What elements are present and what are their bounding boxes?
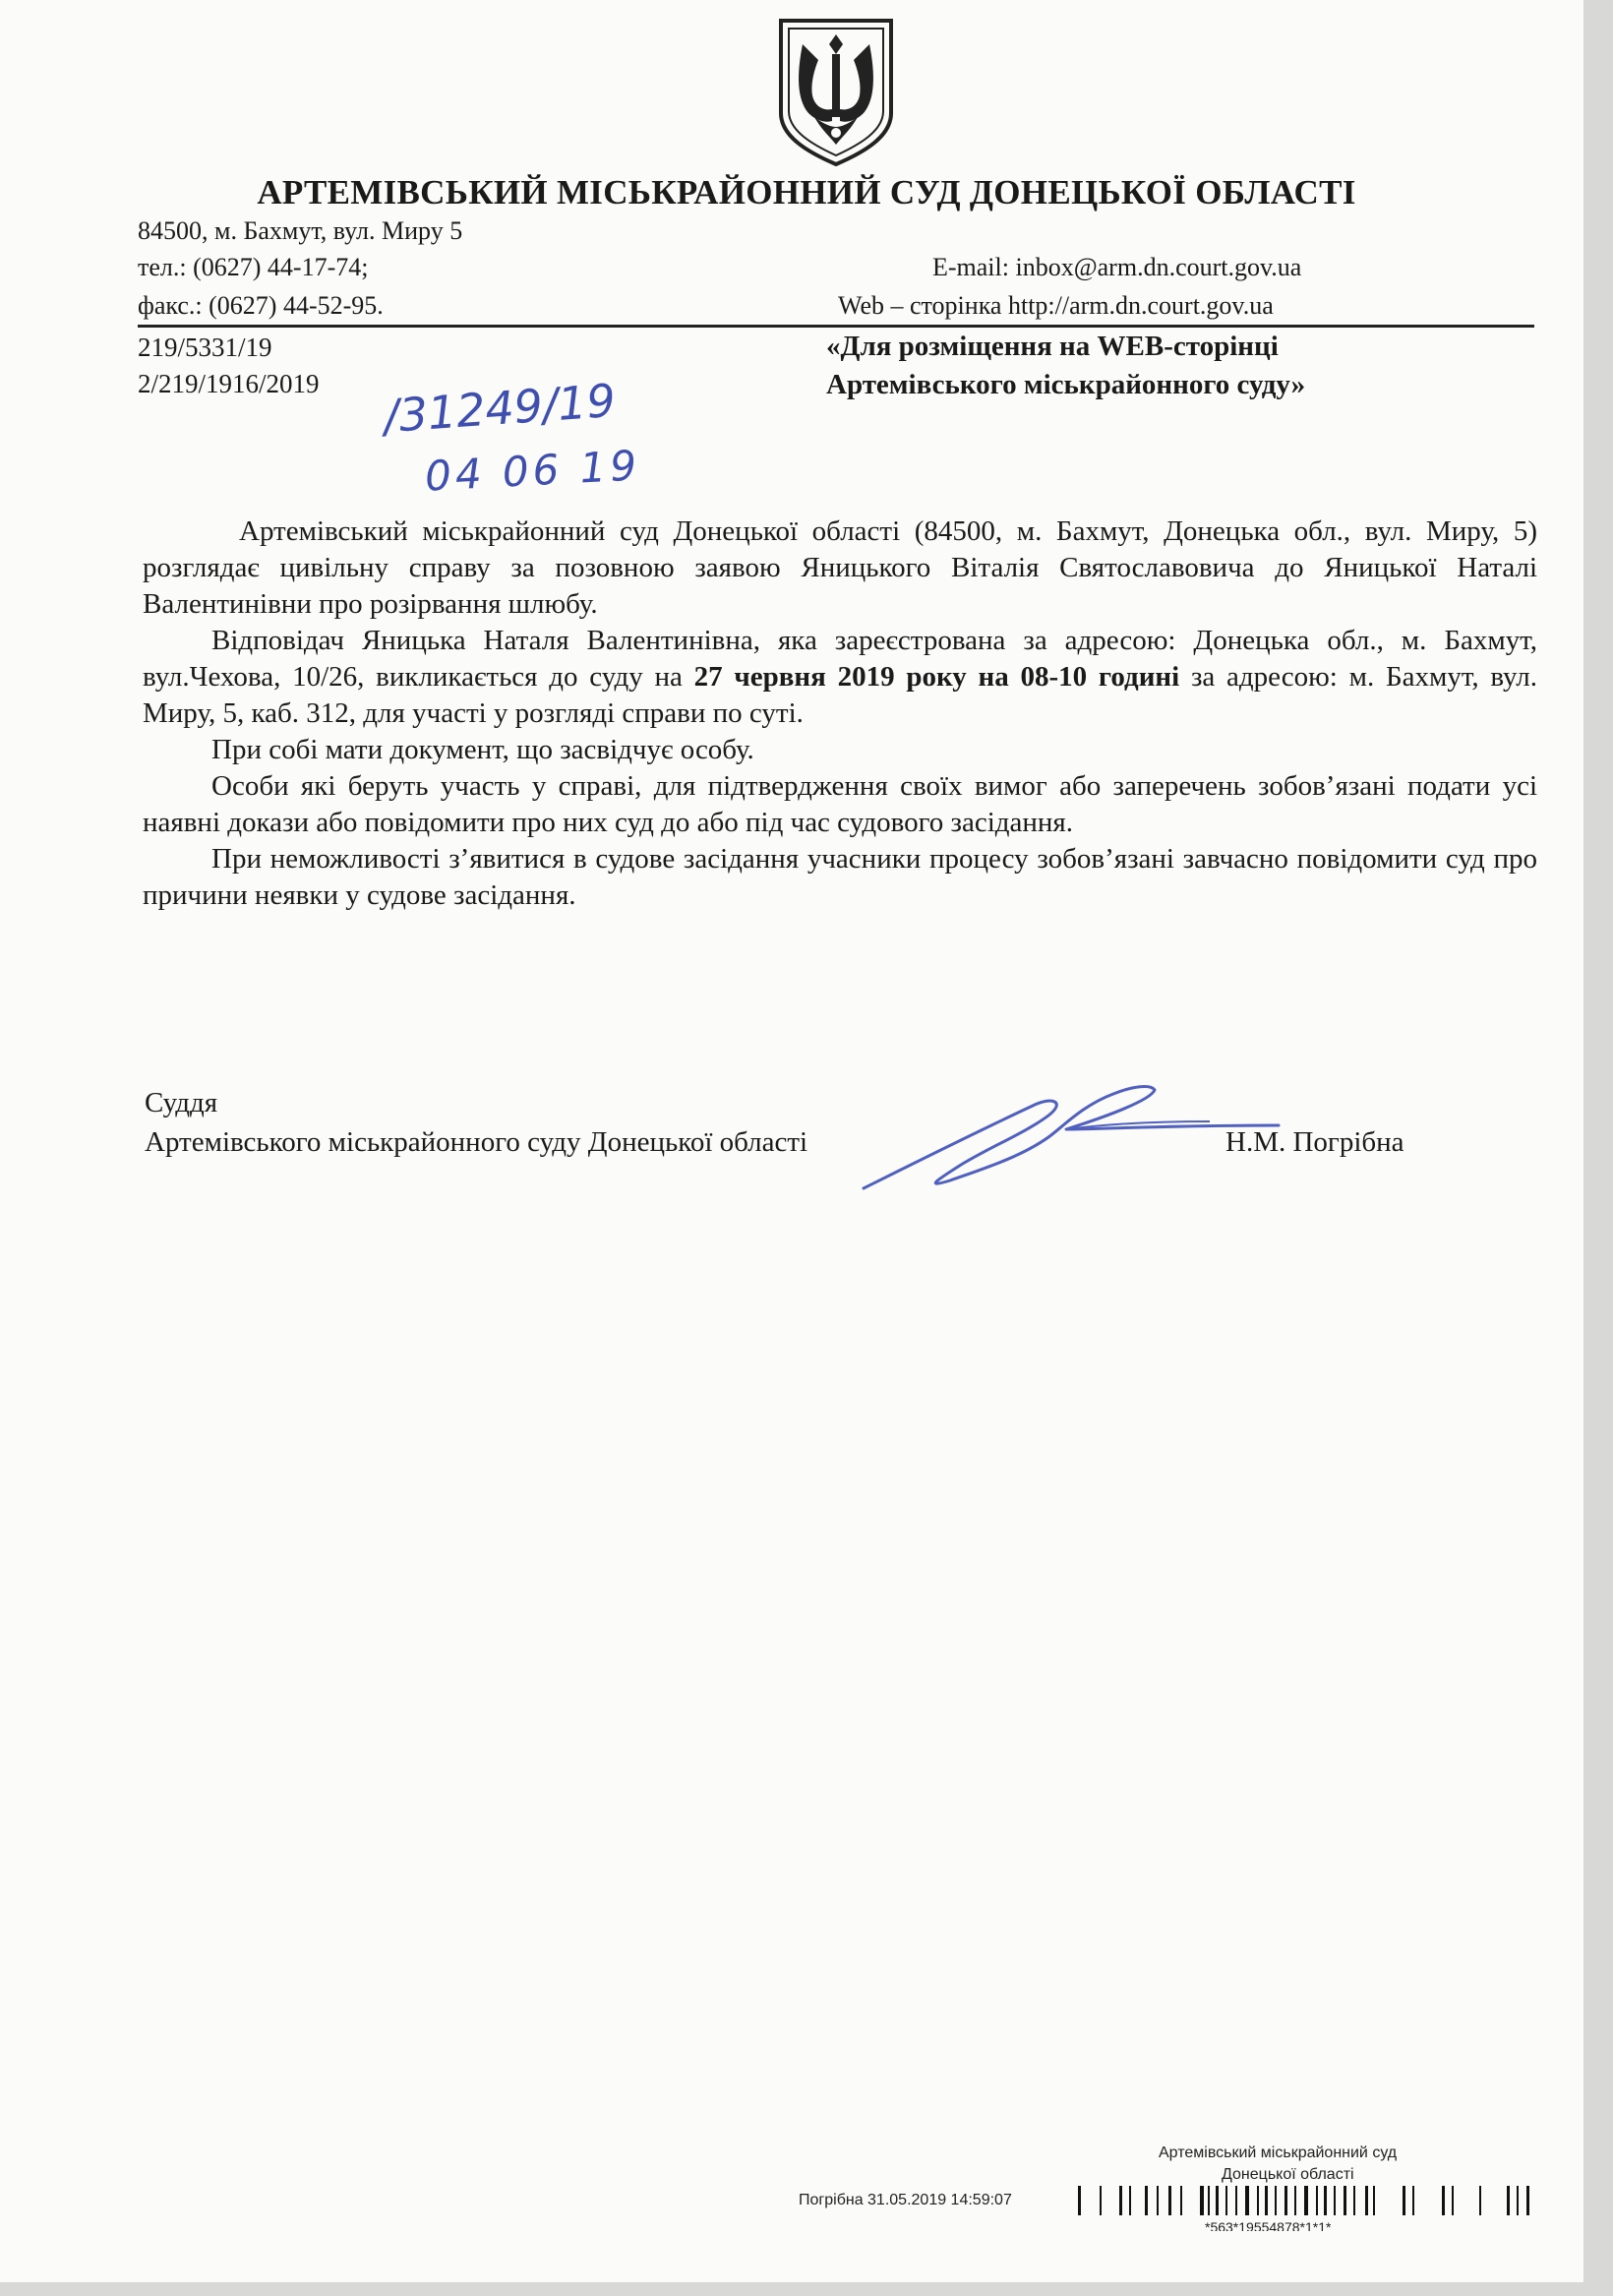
signature-title: Суддя <box>145 1087 218 1118</box>
court-fax: факс.: (0627) 44-52-95. <box>138 291 384 320</box>
paragraph-absence: При неможливості з’явитися в судове засідання учасники процесу зобов’язані завчасно повідомити суд про причини неявки у судове засідання. <box>143 843 1537 911</box>
paragraph-summons: Відповідач Яницька Наталя Валентинівна, яка зареєстрована за адресою: Донецька обл., м. Бахмут, вул.Чехова, 10/26, викликається до суду на 27 червня 2019 року на 08-10 годині за адресою: м. Бахмут, вул. Миру, 5, каб. 312, для участі у розгляді справи по суті. <box>143 625 1538 729</box>
notice-line-1: «Для розміщення на WEB-сторінці <box>826 331 1279 362</box>
judge-name: Н.М. Погрібна <box>1225 1126 1404 1158</box>
hearing-date-time: 27 червня 2019 року на 08-10 годині <box>693 661 1180 693</box>
signature-court: Артемівського міськрайонного суду Донецької області <box>145 1126 808 1158</box>
barcode-text: *563*19554878*1*1* <box>1205 2219 1332 2231</box>
paragraph-identity-document: При собі мати документ, що засвідчує особу. <box>211 734 754 765</box>
notice-body <box>143 514 1537 914</box>
print-info: Погрібна 31.05.2019 14:59:07 <box>799 2192 1012 2208</box>
paragraph-case: Артемівський міськрайонний суд Донецької області (84500, м. Бахмут, Донецька обл., вул. Миру, 5) розглядає цивільну справу за позовною заявою Яницького Віталія Святославовича до Яницької Наталі Валентинівни про розірвання шлюбу. <box>143 515 1537 620</box>
judge-signature-icon <box>856 1072 1288 1200</box>
court-address: 84500, м. Бахмут, вул. Миру 5 <box>138 216 463 245</box>
proceeding-number: 2/219/1916/2019 <box>138 369 320 398</box>
stamp-court-line-1: Артемівський міськрайонний суд <box>1159 2145 1398 2161</box>
handwritten-registration-date: 04 06 19 <box>423 441 642 501</box>
court-website: Web – сторінка http://arm.dn.court.gov.ua <box>838 291 1274 320</box>
court-email: E-mail: inbox@arm.dn.court.gov.ua <box>932 253 1302 281</box>
handwritten-registration-number: /31249/19 <box>382 373 618 444</box>
coat-of-arms-icon <box>775 15 897 168</box>
court-name-heading: АРТЕМІВСЬКИЙ МІСЬКРАЙОННИЙ СУД ДОНЕЦЬКОЇ ОБЛАСТІ <box>257 173 1356 211</box>
paragraph-evidence: Особи які беруть участь у справі, для підтвердження своїх вимог або заперечень зобов’язані подати усі наявні докази або повідомити про них суд до або під час судового засідання. <box>143 770 1537 838</box>
stamp-court-line-2: Донецької області <box>1222 2166 1354 2183</box>
case-number: 219/5331/19 <box>138 332 272 362</box>
header-divider <box>138 325 1534 328</box>
notice-line-2: Артемівського міськрайонного суду» <box>826 369 1306 400</box>
court-phone: тел.: (0627) 44-17-74; <box>138 253 369 281</box>
